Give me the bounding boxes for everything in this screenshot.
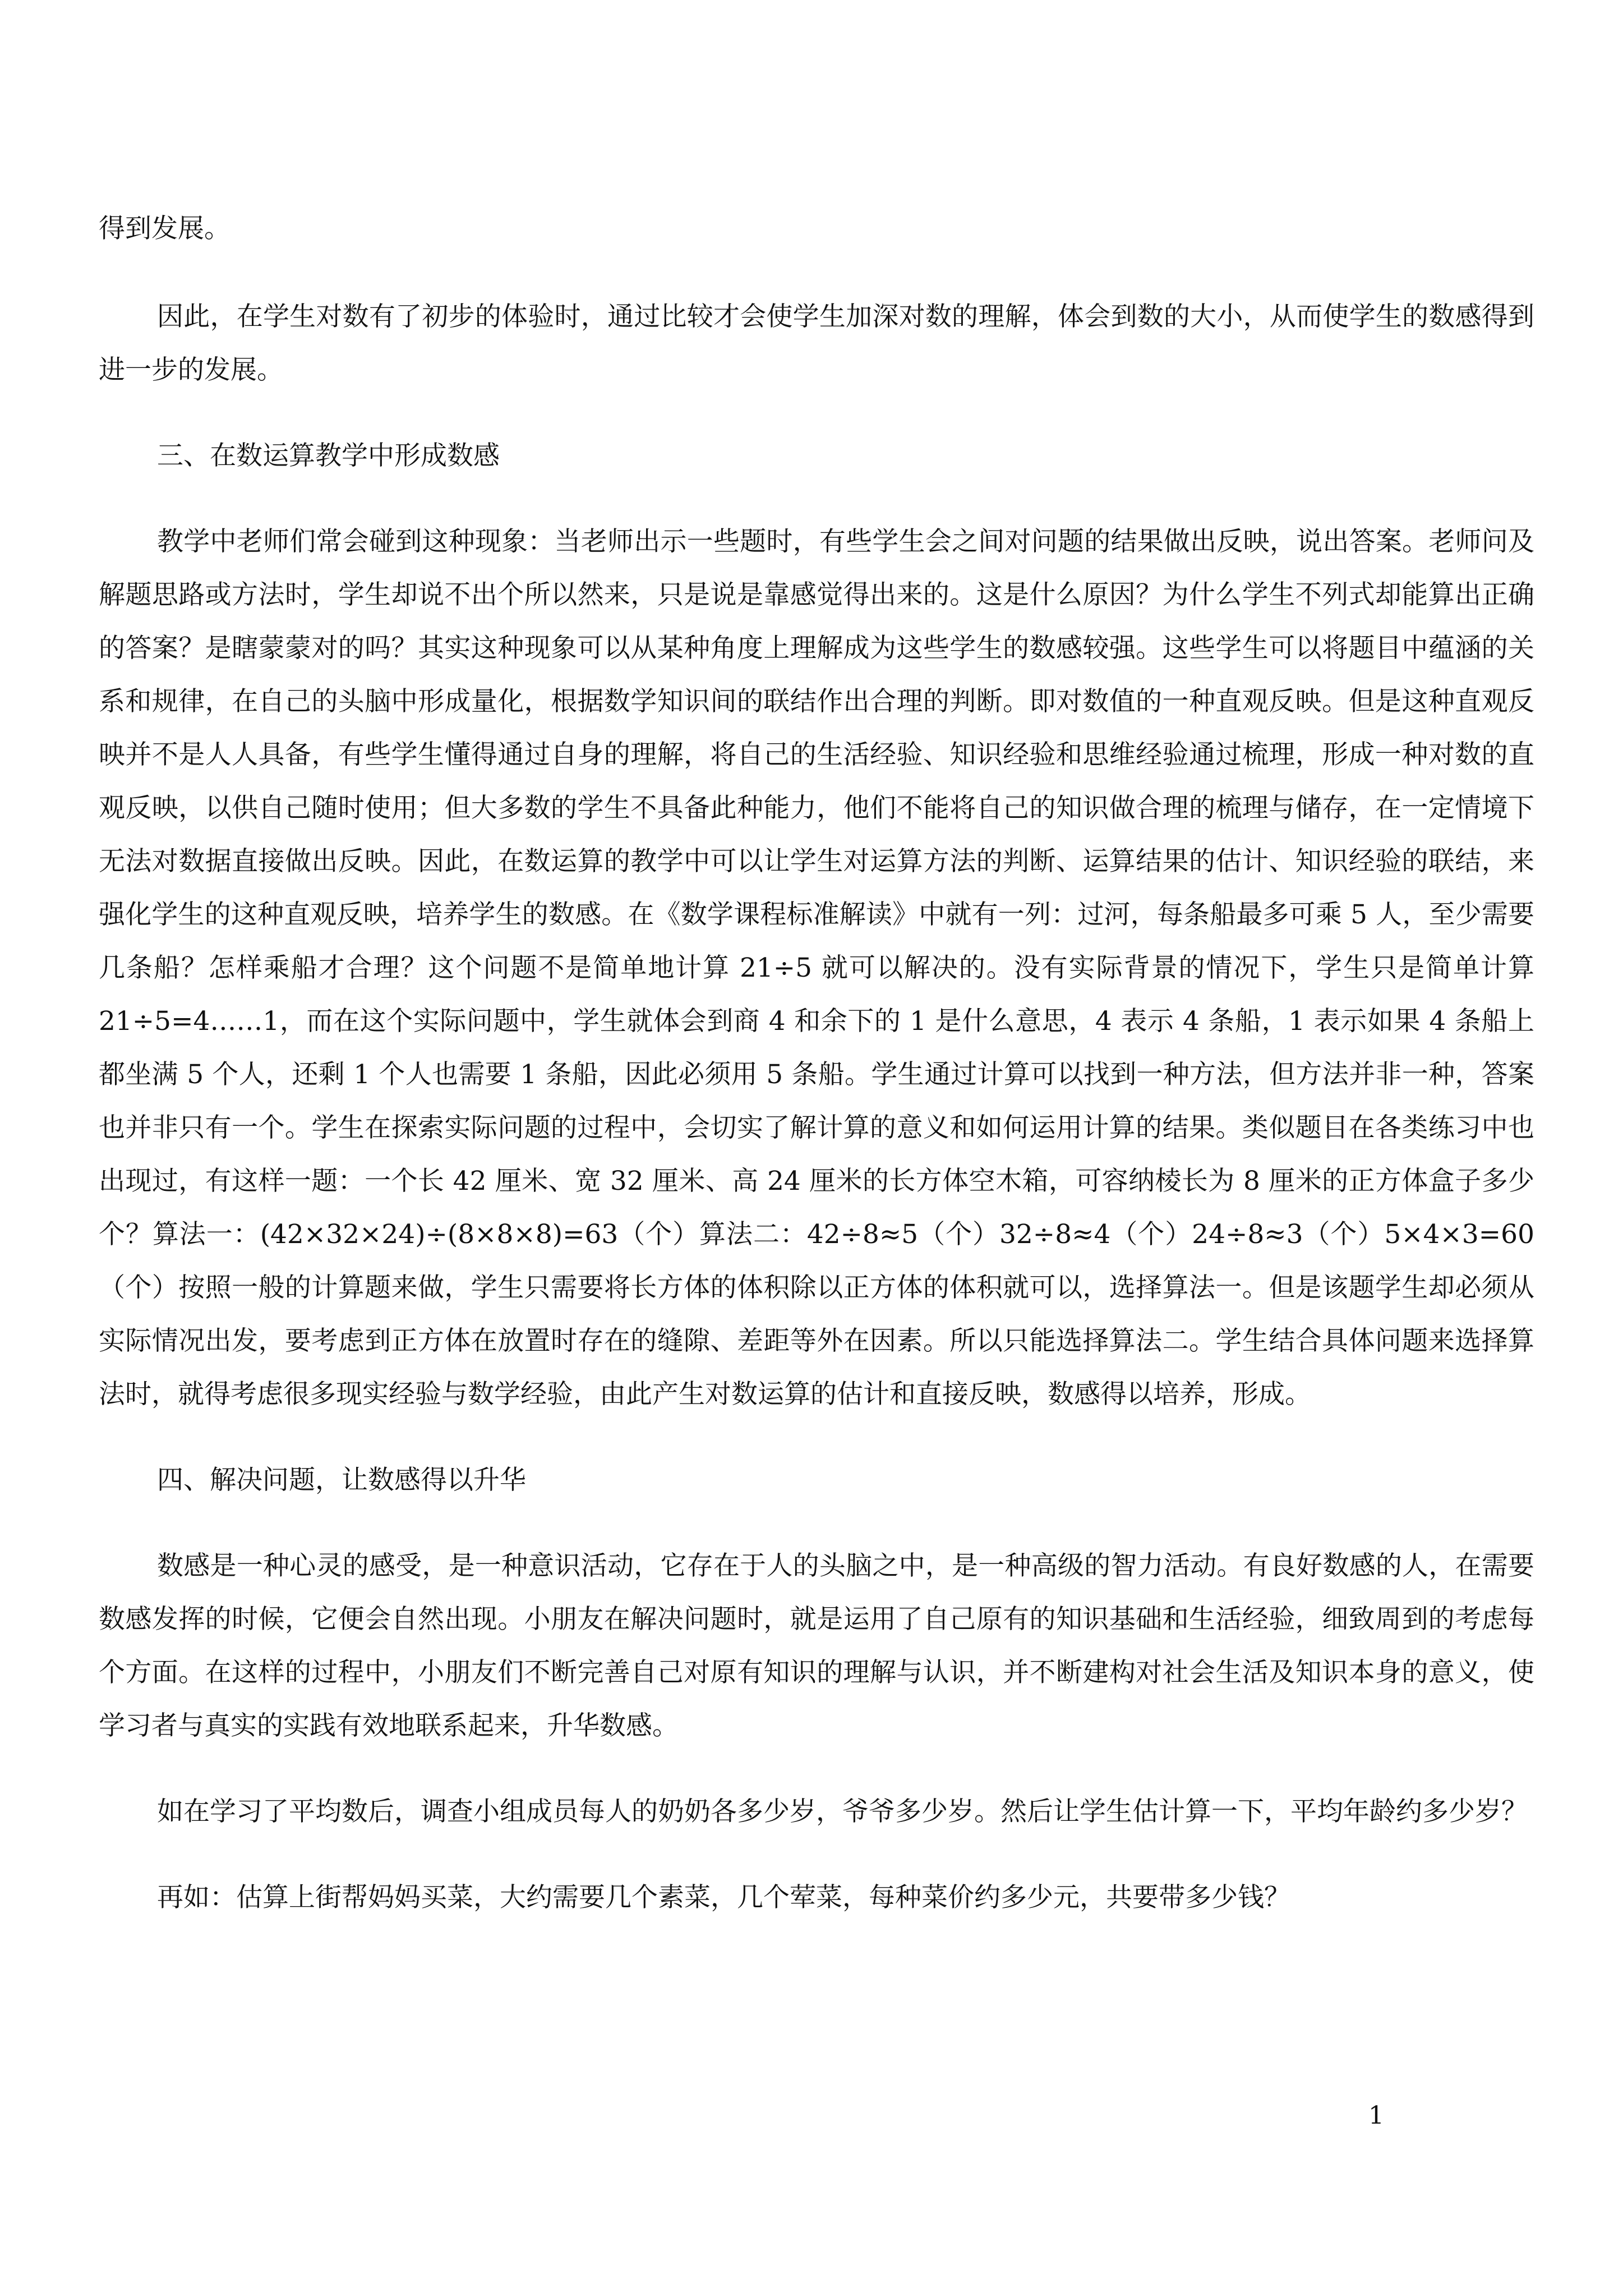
section-heading-4: 四、解决问题，让数感得以升华 <box>157 1465 526 1496</box>
continuation-text: 得到发展。 <box>99 213 230 244</box>
page-number: 1 <box>1368 2101 1384 2130</box>
paragraph-1: 因此，在学生对数有了初步的体验时，通过比较才会使学生加深对数的理解，体会到数的大小，从而使学生的数感得到进一步的发展。 <box>99 301 1534 385</box>
paragraph-3: 数感是一种心灵的感受，是一种意识活动，它存在于人的头脑之中，是一种高级的智力活动。有良好数感的人，在需要数感发挥的时候，它便会自然出现。小朋友在解决问题时，就是运用了自己原有的知识基础和生活经验，细致周到的考虑每个方面。在这样的过程中，小朋友们不断完善自己对原有知识的理解与认识，并不断建构对社会生活及知识本身的意义，使学习者与真实的实践有效地联系起来，升华数感。 <box>99 1550 1534 1741</box>
paragraph-5: 再如：估算上街帮妈妈买菜，大约需要几个素菜，几个荤菜，每种菜价约多少元，共要带多少钱？ <box>157 1882 1290 1913</box>
document-body <box>99 202 1534 1924</box>
paragraph-4: 如在学习了平均数后，调查小组成员每人的奶奶各多少岁，爷爷多少岁。然后让学生估计算一下，平均年龄约多少岁？ <box>157 1796 1528 1827</box>
section-heading-3: 三、在数运算教学中形成数感 <box>157 440 500 471</box>
paragraph-2: 教学中老师们常会碰到这种现象：当老师出示一些题时，有些学生会之间对问题的结果做出反映，说出答案。老师问及解题思路或方法时，学生却说不出个所以然来，只是说是靠感觉得出来的。这是什么原因？为什么学生不列式却能算出正确的答案？是瞎蒙蒙对的吗？其实这种现象可以从某种角度上理解成为这些学生的数感较强。这些学生可以将题目中蕴涵的关系和规律，在自己的头脑中形成量化，根据数学知识间的联结作出合理的判断。即对数值的一种直观反映。但是这种直观反映并不是人人具备，有些学生懂得通过自身的理解，将自己的生活经验、知识经验和思维经验通过梳理，形成一种对数的直观反映，以供自己随时使用；但大多数的学生不具备此种能力，他们不能将自己的知识做合理的梳理与储存，在一定情境下无法对数据直接做出反映。因此，在数运算的教学中可以让学生对运算方法的判断、运算结果的估计、知识经验的联结，来强化学生的这种直观反映，培养学生的数感。在《数学课程标准解读》中就有一列：过河，每条船最多可乘 5 人，至少需要几条船？怎样乘船才合理？这个问题不是简单地计算 21÷5 就可以解决的。没有实际背景的情况下，学生只是简单计算 21÷5=4……1，而在这个实际问题中，学生就体会到商 4 和余下的 1 是什么意思，4 表示 4 条船，1 表示如果 4 条船上都坐满 5 个人，还剩 1 个人也需要 1 条船，因此必须用 5 条船。学生通过计算可以找到一种方法，但方法并非一种，答案也并非只有一个。学生在探索实际问题的过程中，会切实了解计算的意义和如何运用计算的结果。类似题目在各类练习中也出现过，有这样一题：一个长 42 厘米、宽 32 厘米、高 24 厘米的长方体空木箱，可容纳棱长为 8 厘米的正方体盒子多少个？算法一：(42×32×24)÷(8×8×8)=63（个）算法二：42÷8≈5（个）32÷8≈4（个）24÷8≈3（个）5×4×3=60（个）按照一般的计算题来做，学生只需要将长方体的体积除以正方体的体积就可以，选择算法一。但是该题学生却必须从实际情况出发，要考虑到正方体在放置时存在的缝隙、差距等外在因素。所以只能选择算法二。学生结合具体问题来选择算法时，就得考虑很多现实经验与数学经验，由此产生对数运算的估计和直接反映，数感得以培养，形成。 <box>99 526 1534 1410</box>
